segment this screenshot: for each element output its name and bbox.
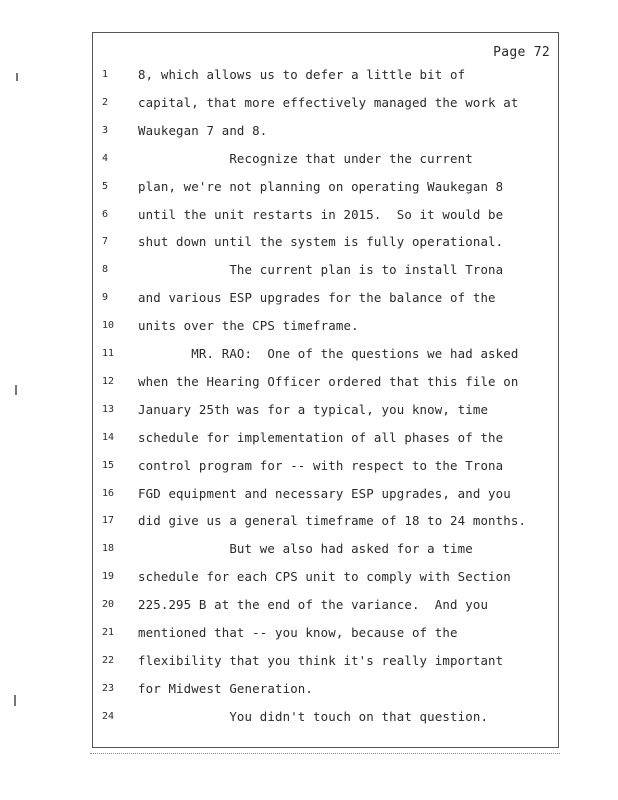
line-number: 22 bbox=[102, 654, 115, 666]
line-number: 19 bbox=[102, 571, 115, 583]
line-number: 4 bbox=[102, 152, 109, 164]
line-number: 7 bbox=[102, 236, 109, 248]
scan-artifact bbox=[14, 695, 16, 706]
page-number: Page 72 bbox=[493, 45, 550, 60]
line-number: 2 bbox=[102, 96, 109, 108]
line-number: 10 bbox=[102, 320, 115, 332]
line-text: plan, we're not planning on operating Waukegan 8 bbox=[138, 178, 504, 194]
transcript-line bbox=[93, 374, 558, 394]
transcript-line bbox=[93, 513, 558, 533]
line-text: But we also had asked for a time bbox=[138, 541, 473, 557]
transcript-line bbox=[93, 151, 558, 171]
line-text: January 25th was for a typical, you know, time bbox=[138, 401, 489, 417]
scan-edge bbox=[90, 753, 560, 755]
transcript-line bbox=[93, 709, 558, 729]
transcript-line bbox=[93, 486, 558, 506]
line-number: 5 bbox=[102, 180, 109, 192]
line-text: control program for -- with respect to the Trona bbox=[138, 457, 504, 473]
line-text: and various ESP upgrades for the balance of the bbox=[138, 290, 496, 306]
line-number: 21 bbox=[102, 627, 115, 638]
line-text: capital, that more effectively managed the work at bbox=[138, 94, 519, 110]
transcript-line bbox=[93, 402, 558, 422]
transcript-line bbox=[93, 625, 558, 645]
line-text: You didn't touch on that question. bbox=[138, 708, 489, 724]
transcript-line bbox=[93, 458, 558, 478]
line-number: 3 bbox=[102, 124, 109, 136]
line-number: 1 bbox=[102, 69, 109, 80]
line-text: 8, which allows us to defer a little bit of bbox=[138, 67, 466, 82]
line-number: 17 bbox=[102, 515, 115, 527]
line-number: 6 bbox=[102, 208, 109, 220]
transcript-line bbox=[93, 569, 558, 589]
line-text: schedule for implementation of all phases of the bbox=[138, 429, 504, 445]
line-text: shut down until the system is fully operational. bbox=[138, 234, 504, 250]
line-text: schedule for each CPS unit to comply with Section bbox=[138, 569, 511, 585]
transcript-line bbox=[93, 95, 558, 115]
line-text: flexibility that you think it's really important bbox=[138, 652, 504, 668]
transcript-line bbox=[93, 207, 558, 227]
transcript-line bbox=[93, 262, 558, 282]
line-number: 23 bbox=[102, 682, 115, 694]
line-text: when the Hearing Officer ordered that this file on bbox=[138, 373, 519, 389]
line-text: mentioned that -- you know, because of the bbox=[138, 625, 458, 640]
line-text: Waukegan 7 and 8. bbox=[138, 122, 268, 138]
scan-artifact bbox=[16, 73, 18, 81]
transcript-line bbox=[93, 123, 558, 143]
transcript-line bbox=[93, 541, 558, 561]
line-number: 16 bbox=[102, 487, 115, 499]
transcript-line bbox=[93, 597, 558, 617]
line-number: 24 bbox=[102, 710, 115, 722]
line-text: did give us a general timeframe of 18 to 24 months. bbox=[138, 513, 527, 529]
transcript-page bbox=[92, 32, 559, 748]
line-text: for Midwest Generation. bbox=[138, 680, 314, 696]
transcript-line bbox=[93, 179, 558, 199]
line-number: 18 bbox=[102, 543, 115, 555]
scan-artifact bbox=[15, 385, 17, 395]
transcript-line bbox=[93, 430, 558, 450]
line-text: until the unit restarts in 2015. So it would be bbox=[138, 206, 504, 222]
transcript-line bbox=[93, 234, 558, 254]
line-number: 15 bbox=[102, 459, 115, 471]
transcript-line bbox=[93, 318, 558, 338]
line-number: 12 bbox=[102, 375, 115, 387]
transcript-line bbox=[93, 681, 558, 701]
transcript-line bbox=[93, 67, 558, 87]
line-number: 13 bbox=[102, 403, 115, 415]
line-text: units over the CPS timeframe. bbox=[138, 318, 359, 334]
transcript-line bbox=[93, 290, 558, 310]
line-text: The current plan is to install Trona bbox=[138, 262, 504, 278]
line-text: 225.295 B at the end of the variance. And you bbox=[138, 597, 489, 613]
line-number: 14 bbox=[102, 431, 115, 443]
line-number: 20 bbox=[102, 599, 115, 611]
line-text: FGD equipment and necessary ESP upgrades, and you bbox=[138, 485, 511, 501]
line-text: MR. RAO: One of the questions we had asked bbox=[138, 346, 519, 361]
line-number: 8 bbox=[102, 264, 109, 276]
transcript-line bbox=[93, 346, 558, 366]
transcript-line bbox=[93, 653, 558, 673]
line-number: 11 bbox=[102, 348, 115, 359]
line-number: 9 bbox=[102, 292, 109, 304]
line-text: Recognize that under the current bbox=[138, 150, 473, 166]
